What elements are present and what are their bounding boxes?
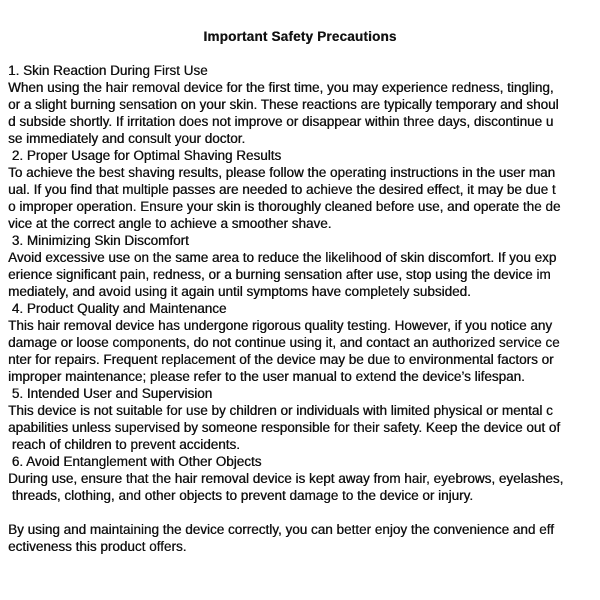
text-line: threads, clothing, and other objects to prevent damage to the device or injury. (8, 488, 474, 503)
text-line: d subside shortly. If irritation does not improve or disappear within three days, discontinue u (8, 114, 554, 129)
text-line: By using and maintaining the device correctly, you can better enjoy the convenience and eff (8, 522, 554, 537)
text-line: apabilities unless supervised by someone responsible for their safety. Keep the device out of (8, 420, 561, 435)
section-heading: 1. Skin Reaction During First Use (8, 63, 208, 78)
text-line: Avoid excessive use on the same area to reduce the likelihood of skin discomfort. If you exp (8, 250, 557, 265)
text-line: When using the hair removal device for the first time, you may experience redness, tingling, (8, 80, 554, 95)
text-line: damage or loose components, do not continue using it, and contact an authorized service ce (8, 335, 560, 350)
text-line: During use, ensure that the hair removal device is kept away from hair, eyebrows, eyelashes, (8, 471, 564, 486)
text-line: vice at the correct angle to achieve a smoother shave. (8, 216, 332, 231)
closing-paragraph (8, 521, 596, 555)
section-heading: 5. Intended User and Supervision (8, 386, 213, 401)
text-line: nter for repairs. Frequent replacement of the device may be due to environmental factors or (8, 352, 554, 367)
section-heading: 3. Minimizing Skin Discomfort (8, 233, 189, 248)
text-line: This hair removal device has undergone rigorous quality testing. However, if you notice any (8, 318, 553, 333)
text-line: ual. If you find that multiple passes are needed to achieve the desired effect, it may be due t (8, 182, 556, 197)
text-line: erience significant pain, redness, or a burning sensation after use, stop using the device im (8, 267, 551, 282)
document-title: Important Safety Precautions (203, 29, 397, 44)
text-line: o improper operation. Ensure your skin is thoroughly cleaned before use, and operate the de (8, 199, 561, 214)
section-heading: 4. Product Quality and Maintenance (8, 301, 227, 316)
text-line: or a slight burning sensation on your skin. These reactions are typically temporary and shoul (8, 97, 559, 112)
text-line: To achieve the best shaving results, please follow the operating instructions in the user man (8, 165, 556, 180)
text-line: se immediately and consult your doctor. (8, 131, 246, 146)
text-line: This device is not suitable for use by children or individuals with limited physical or mental c (8, 403, 553, 418)
text-line: improper maintenance; please refer to the user manual to extend the device’s lifespan. (8, 369, 525, 384)
text-line: ectiveness this product offers. (8, 539, 187, 554)
text-line: reach of children to prevent accidents. (8, 437, 240, 452)
section-heading: 6. Avoid Entanglement with Other Objects (8, 454, 262, 469)
section-heading: 2. Proper Usage for Optimal Shaving Results (8, 148, 282, 163)
document-body (0, 62, 600, 555)
text-line: mediately, and avoid using it again until symptoms have completely subsided. (8, 284, 471, 299)
